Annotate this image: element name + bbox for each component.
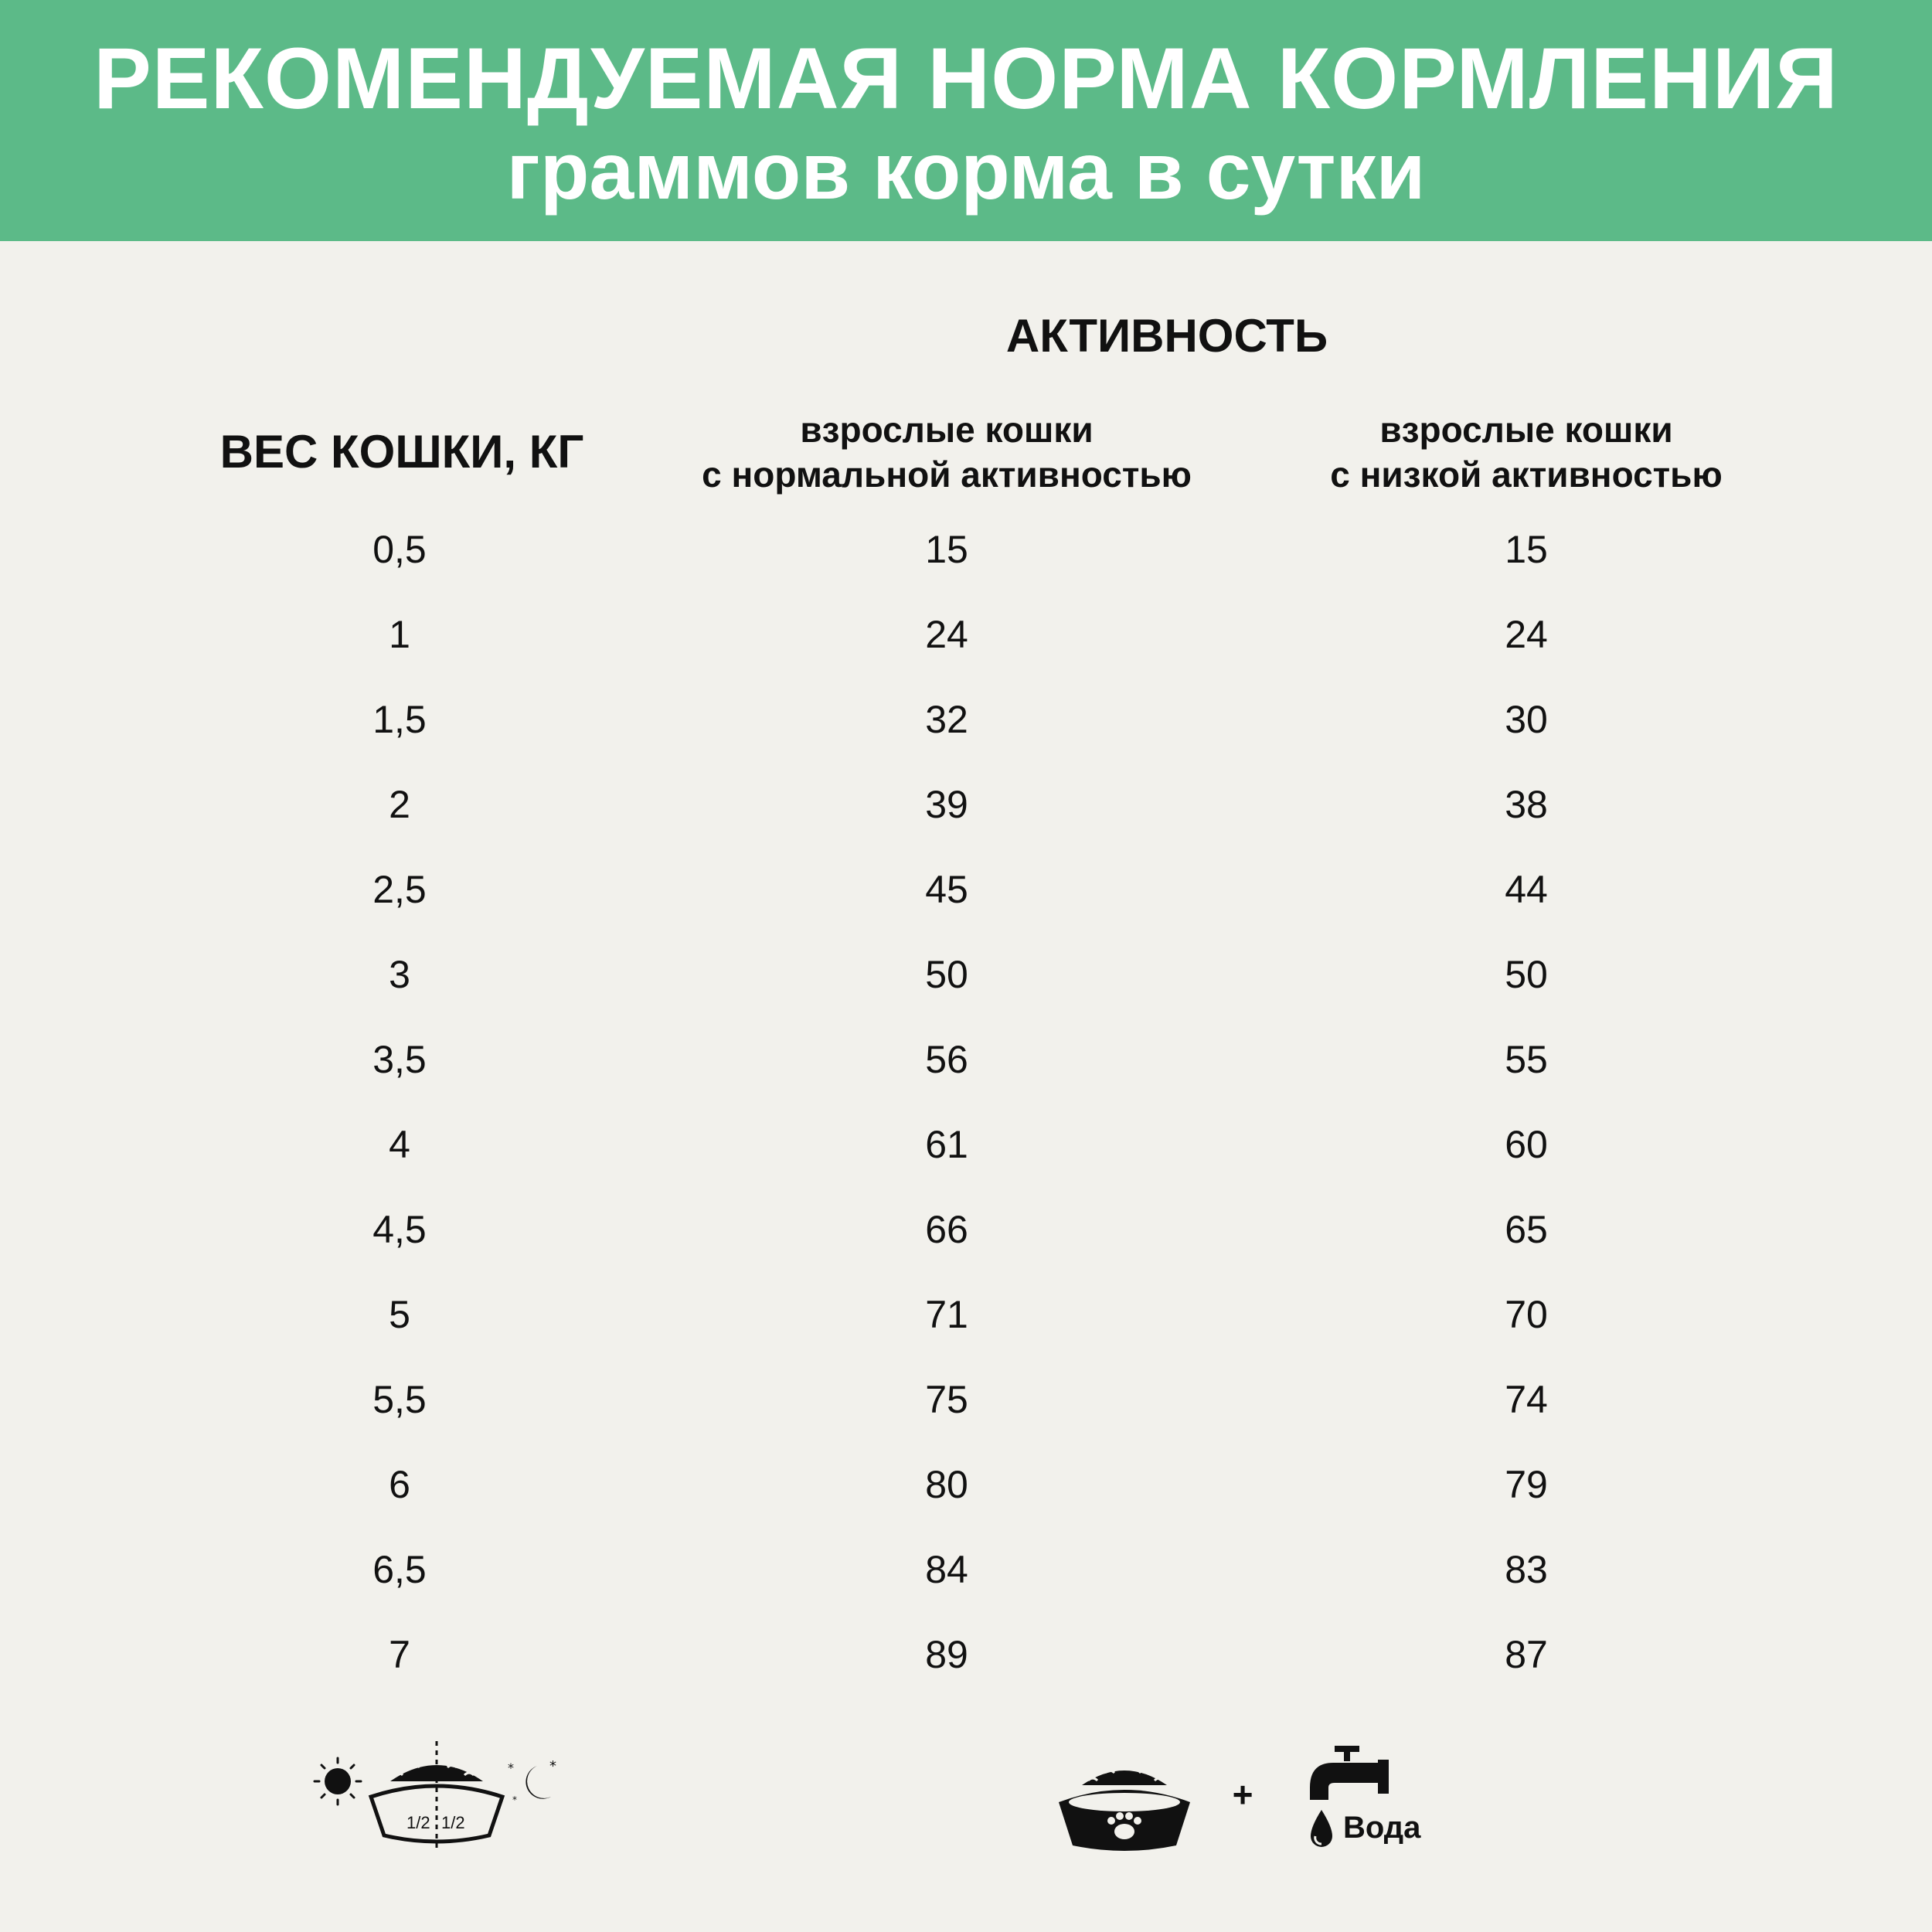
table-row	[0, 1543, 1932, 1628]
half-label-left: 1/2	[406, 1813, 430, 1832]
cell-low: 74	[1505, 1378, 1548, 1421]
water-drop-icon	[1304, 1807, 1338, 1853]
cell-normal: 24	[925, 613, 968, 656]
cell-normal: 39	[925, 783, 968, 826]
cell-normal: 61	[925, 1123, 968, 1166]
half-bowl-icon	[371, 1741, 502, 1851]
cell-low: 70	[1505, 1293, 1548, 1336]
feeding-table-body	[0, 522, 1932, 1713]
cell-weight: 6	[389, 1463, 410, 1506]
table-row	[0, 1372, 1932, 1458]
cell-weight: 5,5	[372, 1378, 427, 1421]
cell-weight: 3	[389, 953, 410, 996]
cell-weight: 5	[389, 1293, 410, 1336]
cell-low: 38	[1505, 783, 1548, 826]
table-row	[0, 1117, 1932, 1202]
cell-low: 87	[1505, 1633, 1548, 1676]
cell-normal: 80	[925, 1463, 968, 1506]
cell-normal: 32	[925, 698, 968, 741]
cell-normal: 89	[925, 1633, 968, 1676]
cell-low: 55	[1505, 1038, 1548, 1081]
page-title: РЕКОМЕНДУЕМАЯ НОРМА КОРМЛЕНИЯ	[94, 30, 1838, 127]
svg-text:*: *	[512, 1794, 517, 1805]
half-label-right: 1/2	[441, 1813, 465, 1832]
sun-icon	[315, 1758, 361, 1804]
cell-weight: 1	[389, 613, 410, 656]
cell-weight: 3,5	[372, 1038, 427, 1081]
cell-low: 44	[1505, 868, 1548, 911]
cell-weight: 7	[389, 1633, 410, 1676]
column-header-low	[1217, 407, 1835, 497]
cell-normal: 75	[925, 1378, 968, 1421]
cell-low: 60	[1505, 1123, 1548, 1166]
cell-normal: 50	[925, 953, 968, 996]
cell-normal: 66	[925, 1208, 968, 1251]
bowl-paw-icon	[1051, 1754, 1198, 1855]
moon-icon	[508, 1758, 556, 1805]
column-header-low-line1: взрослые кошки	[1379, 410, 1673, 450]
table-row	[0, 1287, 1932, 1372]
header-banner	[0, 0, 1932, 241]
table-row	[0, 607, 1932, 692]
cell-weight: 4	[389, 1123, 410, 1166]
table-row	[0, 1032, 1932, 1117]
cell-weight: 2	[389, 783, 410, 826]
cell-weight: 4,5	[372, 1208, 427, 1251]
table-row	[0, 692, 1932, 777]
column-header-low-line2: с низкой активностью	[1330, 454, 1723, 495]
cell-weight: 2,5	[372, 868, 427, 911]
feeding-schedule-graphic	[305, 1735, 568, 1859]
cell-low: 30	[1505, 698, 1548, 741]
cell-normal: 15	[925, 528, 968, 571]
cell-weight: 6,5	[372, 1548, 427, 1591]
cell-normal: 71	[925, 1293, 968, 1336]
cell-weight: 0,5	[372, 528, 427, 571]
activity-group-title: АКТИВНОСТЬ	[1005, 310, 1328, 362]
column-header-weight: ВЕС КОШКИ, КГ	[219, 426, 584, 478]
column-header-normal-line1: взрослые кошки	[800, 410, 1094, 450]
water-label: Вода	[1343, 1811, 1421, 1845]
table-row	[0, 862, 1932, 947]
svg-text:*: *	[549, 1758, 556, 1774]
cell-low: 15	[1505, 528, 1548, 571]
table-row	[0, 1458, 1932, 1543]
column-header-normal-line2: с нормальной активностью	[702, 454, 1192, 495]
table-row	[0, 947, 1932, 1032]
cell-low: 24	[1505, 613, 1548, 656]
cell-low: 50	[1505, 953, 1548, 996]
page-subtitle: граммов корма в сутки	[506, 127, 1426, 216]
table-row	[0, 1628, 1932, 1713]
svg-text:*: *	[508, 1760, 514, 1775]
cell-weight: 1,5	[372, 698, 427, 741]
cell-low: 83	[1505, 1548, 1548, 1591]
table-row	[0, 1202, 1932, 1287]
cell-normal: 84	[925, 1548, 968, 1591]
cell-low: 79	[1505, 1463, 1548, 1506]
cell-low: 65	[1505, 1208, 1548, 1251]
table-row	[0, 777, 1932, 862]
plus-sign: +	[1232, 1774, 1253, 1815]
table-row	[0, 522, 1932, 607]
cell-normal: 56	[925, 1038, 968, 1081]
cell-normal: 45	[925, 868, 968, 911]
column-header-normal	[618, 407, 1275, 497]
